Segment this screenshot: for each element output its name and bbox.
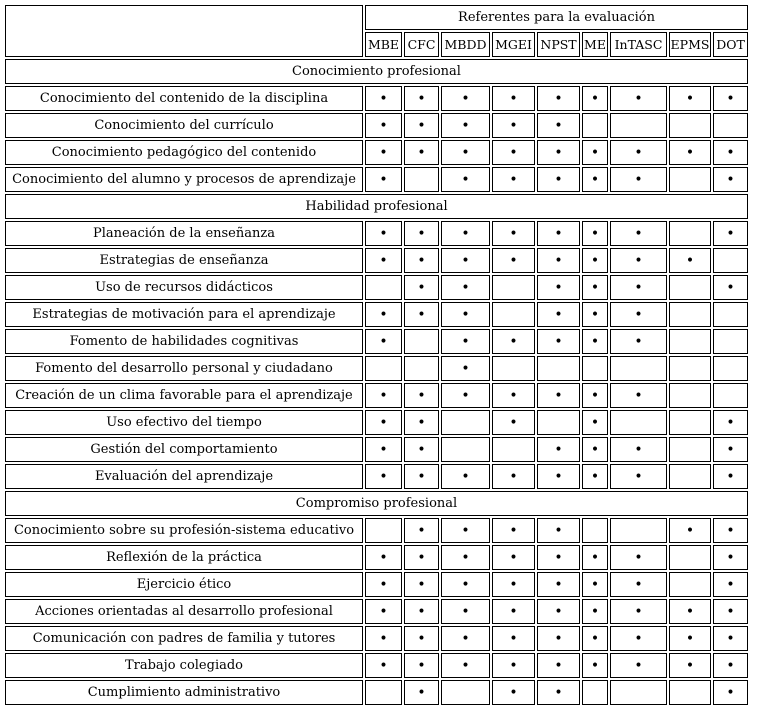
check-dot-cell: • xyxy=(537,572,580,597)
check-dot-cell: • xyxy=(404,113,439,138)
empty-cell xyxy=(404,329,439,354)
check-dot-cell: • xyxy=(365,572,402,597)
empty-cell xyxy=(669,302,711,327)
check-dot-cell: • xyxy=(537,545,580,570)
check-dot-cell: • xyxy=(669,518,711,543)
check-dot-cell: • xyxy=(492,518,535,543)
empty-cell xyxy=(669,545,711,570)
empty-cell xyxy=(610,518,667,543)
row-label: Conocimiento del currículo xyxy=(5,113,363,138)
check-dot-cell: • xyxy=(492,248,535,273)
check-dot-cell: • xyxy=(492,599,535,624)
check-dot-cell: • xyxy=(610,221,667,246)
empty-cell xyxy=(669,275,711,300)
check-dot-cell: • xyxy=(492,113,535,138)
check-dot-cell: • xyxy=(492,545,535,570)
table-row xyxy=(5,329,748,354)
check-dot-cell: • xyxy=(492,221,535,246)
table-row xyxy=(5,302,748,327)
check-dot-cell: • xyxy=(404,383,439,408)
check-dot-cell: • xyxy=(610,572,667,597)
column-header: ME xyxy=(582,32,608,57)
check-dot-cell: • xyxy=(404,140,439,165)
check-dot-cell: • xyxy=(492,410,535,435)
check-dot-cell: • xyxy=(441,86,490,111)
check-dot-cell: • xyxy=(669,599,711,624)
empty-cell xyxy=(441,410,490,435)
row-label: Ejercicio ético xyxy=(5,572,363,597)
check-dot-cell: • xyxy=(365,302,402,327)
check-dot-cell: • xyxy=(404,221,439,246)
check-dot-cell: • xyxy=(582,653,608,678)
check-dot-cell: • xyxy=(713,545,748,570)
empty-cell xyxy=(669,221,711,246)
row-label: Conocimiento sobre su profesión-sistema educativo xyxy=(5,518,363,543)
check-dot-cell: • xyxy=(582,302,608,327)
empty-cell xyxy=(713,113,748,138)
check-dot-cell: • xyxy=(713,167,748,192)
check-dot-cell: • xyxy=(610,167,667,192)
check-dot-cell: • xyxy=(404,599,439,624)
check-dot-cell: • xyxy=(537,518,580,543)
empty-cell xyxy=(365,275,402,300)
check-dot-cell: • xyxy=(537,140,580,165)
row-label: Uso de recursos didácticos xyxy=(5,275,363,300)
check-dot-cell: • xyxy=(610,86,667,111)
row-label: Cumplimiento administrativo xyxy=(5,680,363,705)
check-dot-cell: • xyxy=(492,464,535,489)
row-label: Trabajo colegiado xyxy=(5,653,363,678)
row-label: Conocimiento pedagógico del contenido xyxy=(5,140,363,165)
empty-cell xyxy=(492,302,535,327)
section-row xyxy=(5,491,748,516)
check-dot-cell: • xyxy=(365,113,402,138)
check-dot-cell: • xyxy=(441,599,490,624)
table-row xyxy=(5,275,748,300)
column-header: MBDD xyxy=(441,32,490,57)
table-row xyxy=(5,653,748,678)
row-label: Comunicación con padres de familia y tutores xyxy=(5,626,363,651)
empty-cell xyxy=(713,248,748,273)
row-label: Conocimiento del contenido de la disciplina xyxy=(5,86,363,111)
check-dot-cell: • xyxy=(441,518,490,543)
check-dot-cell: • xyxy=(365,248,402,273)
table-row xyxy=(5,248,748,273)
check-dot-cell: • xyxy=(492,680,535,705)
check-dot-cell: • xyxy=(537,221,580,246)
check-dot-cell: • xyxy=(404,275,439,300)
table-row xyxy=(5,626,748,651)
column-header: NPST xyxy=(537,32,580,57)
table-row xyxy=(5,383,748,408)
table-row xyxy=(5,518,748,543)
section-title: Compromiso profesional xyxy=(5,491,748,516)
check-dot-cell: • xyxy=(365,626,402,651)
check-dot-cell: • xyxy=(537,167,580,192)
corner-cell xyxy=(5,5,363,57)
empty-cell xyxy=(713,329,748,354)
check-dot-cell: • xyxy=(582,545,608,570)
row-label: Reflexión de la práctica xyxy=(5,545,363,570)
column-header: MGEI xyxy=(492,32,535,57)
row-label: Gestión del comportamiento xyxy=(5,437,363,462)
empty-cell xyxy=(537,356,580,381)
empty-cell xyxy=(669,383,711,408)
table-row xyxy=(5,680,748,705)
check-dot-cell: • xyxy=(713,626,748,651)
table-row xyxy=(5,221,748,246)
row-label: Conocimiento del alumno y procesos de aprendizaje xyxy=(5,167,363,192)
check-dot-cell: • xyxy=(404,302,439,327)
check-dot-cell: • xyxy=(537,626,580,651)
check-dot-cell: • xyxy=(441,383,490,408)
check-dot-cell: • xyxy=(610,545,667,570)
empty-cell xyxy=(492,356,535,381)
group-title: Referentes para la evaluación xyxy=(365,5,748,30)
check-dot-cell: • xyxy=(537,275,580,300)
row-label: Planeación de la enseñanza xyxy=(5,221,363,246)
empty-cell xyxy=(669,410,711,435)
empty-cell xyxy=(441,437,490,462)
check-dot-cell: • xyxy=(441,626,490,651)
check-dot-cell: • xyxy=(404,437,439,462)
empty-cell xyxy=(713,356,748,381)
check-dot-cell: • xyxy=(404,653,439,678)
section-title: Conocimiento profesional xyxy=(5,59,748,84)
check-dot-cell: • xyxy=(669,140,711,165)
empty-cell xyxy=(610,356,667,381)
row-label: Uso efectivo del tiempo xyxy=(5,410,363,435)
table-row xyxy=(5,464,748,489)
check-dot-cell: • xyxy=(492,140,535,165)
check-dot-cell: • xyxy=(537,248,580,273)
check-dot-cell: • xyxy=(404,572,439,597)
table-row xyxy=(5,356,748,381)
check-dot-cell: • xyxy=(582,599,608,624)
table-row xyxy=(5,113,748,138)
check-dot-cell: • xyxy=(441,140,490,165)
check-dot-cell: • xyxy=(582,464,608,489)
check-dot-cell: • xyxy=(441,653,490,678)
check-dot-cell: • xyxy=(441,221,490,246)
empty-cell xyxy=(669,437,711,462)
table-row xyxy=(5,167,748,192)
column-header: EPMS xyxy=(669,32,711,57)
check-dot-cell: • xyxy=(537,383,580,408)
check-dot-cell: • xyxy=(441,356,490,381)
header-row-top xyxy=(5,5,748,30)
check-dot-cell: • xyxy=(365,86,402,111)
empty-cell xyxy=(365,680,402,705)
check-dot-cell: • xyxy=(537,329,580,354)
table-row xyxy=(5,545,748,570)
check-dot-cell: • xyxy=(492,572,535,597)
check-dot-cell: • xyxy=(713,680,748,705)
check-dot-cell: • xyxy=(713,653,748,678)
check-dot-cell: • xyxy=(537,437,580,462)
check-dot-cell: • xyxy=(713,275,748,300)
empty-cell xyxy=(365,518,402,543)
check-dot-cell: • xyxy=(492,86,535,111)
check-dot-cell: • xyxy=(610,275,667,300)
empty-cell xyxy=(610,680,667,705)
row-label: Evaluación del aprendizaje xyxy=(5,464,363,489)
check-dot-cell: • xyxy=(582,329,608,354)
check-dot-cell: • xyxy=(537,653,580,678)
check-dot-cell: • xyxy=(537,680,580,705)
check-dot-cell: • xyxy=(365,329,402,354)
check-dot-cell: • xyxy=(537,599,580,624)
check-dot-cell: • xyxy=(365,599,402,624)
check-dot-cell: • xyxy=(610,140,667,165)
check-dot-cell: • xyxy=(610,302,667,327)
check-dot-cell: • xyxy=(441,275,490,300)
empty-cell xyxy=(492,437,535,462)
empty-cell xyxy=(669,464,711,489)
check-dot-cell: • xyxy=(582,140,608,165)
empty-cell xyxy=(610,410,667,435)
check-dot-cell: • xyxy=(441,545,490,570)
check-dot-cell: • xyxy=(441,572,490,597)
check-dot-cell: • xyxy=(441,248,490,273)
row-label: Acciones orientadas al desarrollo profesional xyxy=(5,599,363,624)
check-dot-cell: • xyxy=(404,464,439,489)
check-dot-cell: • xyxy=(404,410,439,435)
check-dot-cell: • xyxy=(492,383,535,408)
empty-cell xyxy=(669,113,711,138)
check-dot-cell: • xyxy=(365,410,402,435)
section-row xyxy=(5,194,748,219)
check-dot-cell: • xyxy=(610,653,667,678)
check-dot-cell: • xyxy=(713,410,748,435)
row-label: Estrategias de enseñanza xyxy=(5,248,363,273)
check-dot-cell: • xyxy=(441,464,490,489)
section-row xyxy=(5,59,748,84)
check-dot-cell: • xyxy=(610,464,667,489)
empty-cell xyxy=(404,167,439,192)
check-dot-cell: • xyxy=(610,383,667,408)
check-dot-cell: • xyxy=(582,86,608,111)
check-dot-cell: • xyxy=(404,248,439,273)
check-dot-cell: • xyxy=(713,572,748,597)
check-dot-cell: • xyxy=(582,248,608,273)
empty-cell xyxy=(610,113,667,138)
check-dot-cell: • xyxy=(441,302,490,327)
check-dot-cell: • xyxy=(582,221,608,246)
check-dot-cell: • xyxy=(365,653,402,678)
check-dot-cell: • xyxy=(610,437,667,462)
check-dot-cell: • xyxy=(492,329,535,354)
empty-cell xyxy=(669,167,711,192)
table-row xyxy=(5,599,748,624)
table-row xyxy=(5,410,748,435)
empty-cell xyxy=(713,302,748,327)
empty-cell xyxy=(669,572,711,597)
row-label: Fomento del desarrollo personal y ciudadano xyxy=(5,356,363,381)
check-dot-cell: • xyxy=(713,86,748,111)
check-dot-cell: • xyxy=(537,464,580,489)
check-dot-cell: • xyxy=(441,329,490,354)
check-dot-cell: • xyxy=(365,545,402,570)
check-dot-cell: • xyxy=(404,86,439,111)
check-dot-cell: • xyxy=(610,248,667,273)
column-header: InTASC xyxy=(610,32,667,57)
check-dot-cell: • xyxy=(713,518,748,543)
check-dot-cell: • xyxy=(582,167,608,192)
empty-cell xyxy=(582,680,608,705)
table-row xyxy=(5,572,748,597)
evaluation-referents-table xyxy=(3,3,750,707)
check-dot-cell: • xyxy=(537,113,580,138)
check-dot-cell: • xyxy=(537,302,580,327)
empty-cell xyxy=(582,356,608,381)
check-dot-cell: • xyxy=(669,653,711,678)
check-dot-cell: • xyxy=(404,626,439,651)
table-row xyxy=(5,437,748,462)
row-label: Estrategias de motivación para el aprendizaje xyxy=(5,302,363,327)
check-dot-cell: • xyxy=(669,248,711,273)
check-dot-cell: • xyxy=(713,437,748,462)
check-dot-cell: • xyxy=(492,653,535,678)
empty-cell xyxy=(713,383,748,408)
check-dot-cell: • xyxy=(441,167,490,192)
row-label: Fomento de habilidades cognitivas xyxy=(5,329,363,354)
check-dot-cell: • xyxy=(610,626,667,651)
check-dot-cell: • xyxy=(404,545,439,570)
check-dot-cell: • xyxy=(582,383,608,408)
check-dot-cell: • xyxy=(365,221,402,246)
check-dot-cell: • xyxy=(713,464,748,489)
check-dot-cell: • xyxy=(713,140,748,165)
empty-cell xyxy=(404,356,439,381)
check-dot-cell: • xyxy=(365,140,402,165)
check-dot-cell: • xyxy=(365,464,402,489)
check-dot-cell: • xyxy=(404,518,439,543)
check-dot-cell: • xyxy=(365,383,402,408)
row-label: Creación de un clima favorable para el aprendizaje xyxy=(5,383,363,408)
check-dot-cell: • xyxy=(669,86,711,111)
check-dot-cell: • xyxy=(669,626,711,651)
empty-cell xyxy=(492,275,535,300)
check-dot-cell: • xyxy=(404,680,439,705)
check-dot-cell: • xyxy=(582,437,608,462)
empty-cell xyxy=(537,410,580,435)
empty-cell xyxy=(441,680,490,705)
column-header: MBE xyxy=(365,32,402,57)
empty-cell xyxy=(582,113,608,138)
check-dot-cell: • xyxy=(582,572,608,597)
column-header: DOT xyxy=(713,32,748,57)
check-dot-cell: • xyxy=(713,221,748,246)
empty-cell xyxy=(365,356,402,381)
empty-cell xyxy=(669,680,711,705)
check-dot-cell: • xyxy=(492,167,535,192)
section-title: Habilidad profesional xyxy=(5,194,748,219)
empty-cell xyxy=(669,329,711,354)
check-dot-cell: • xyxy=(582,410,608,435)
check-dot-cell: • xyxy=(582,626,608,651)
check-dot-cell: • xyxy=(713,599,748,624)
check-dot-cell: • xyxy=(610,329,667,354)
table-row xyxy=(5,86,748,111)
empty-cell xyxy=(582,518,608,543)
check-dot-cell: • xyxy=(610,599,667,624)
table-row xyxy=(5,140,748,165)
check-dot-cell: • xyxy=(441,113,490,138)
check-dot-cell: • xyxy=(365,167,402,192)
check-dot-cell: • xyxy=(492,626,535,651)
column-header: CFC xyxy=(404,32,439,57)
check-dot-cell: • xyxy=(582,275,608,300)
check-dot-cell: • xyxy=(537,86,580,111)
empty-cell xyxy=(669,356,711,381)
check-dot-cell: • xyxy=(365,437,402,462)
